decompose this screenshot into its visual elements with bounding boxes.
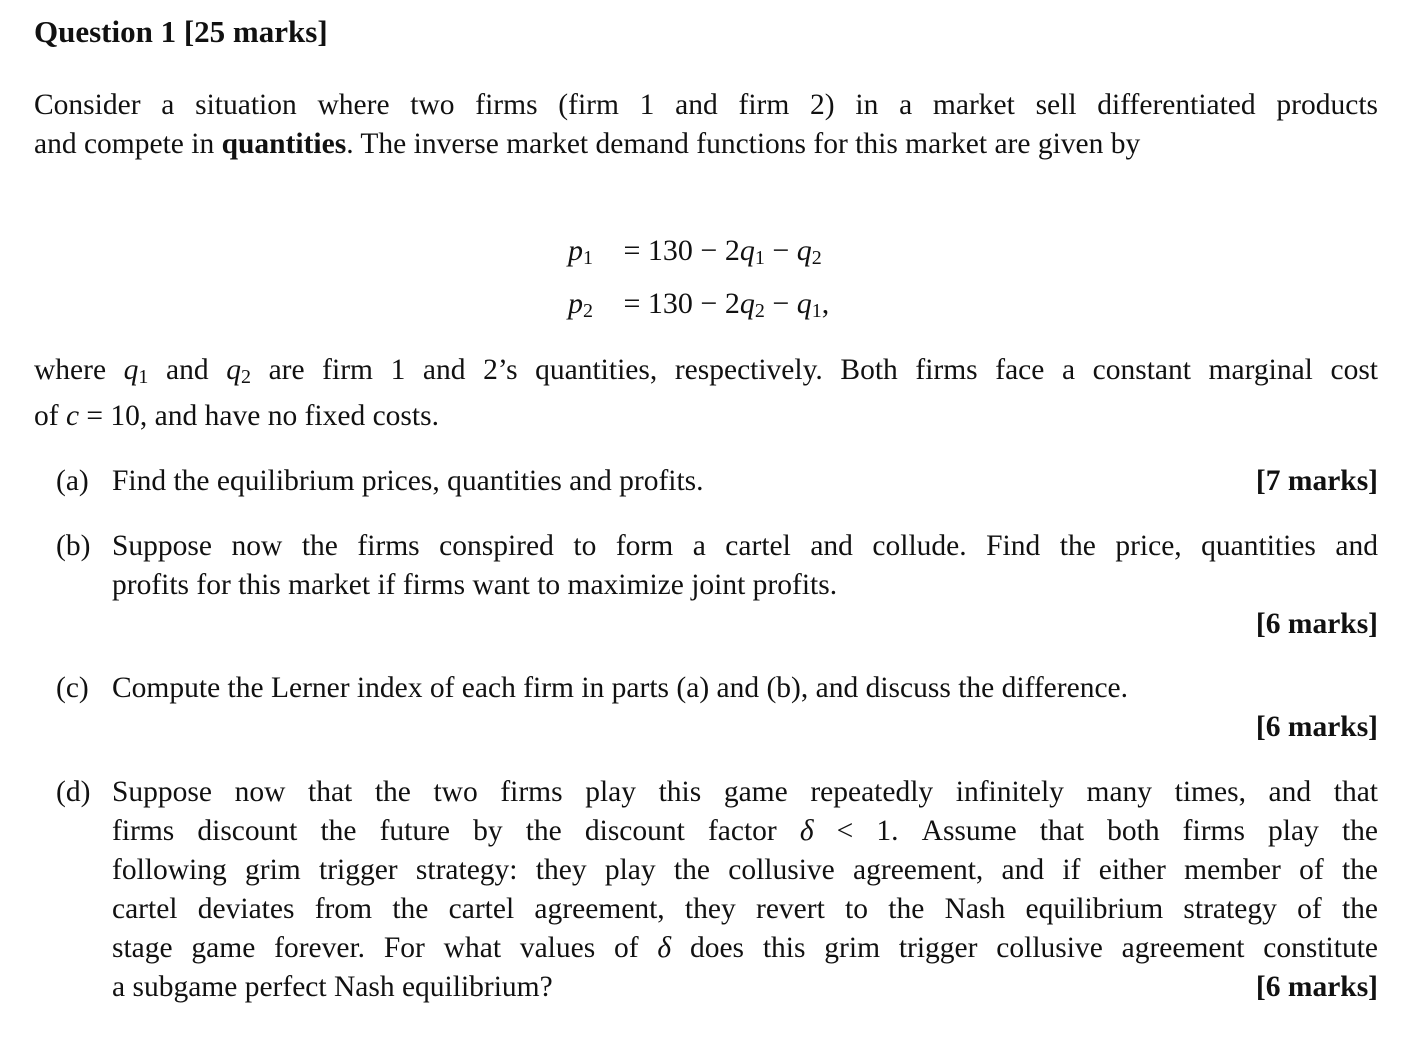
part-d-line-5b: does this grim trigger collusive agreement constitute — [671, 932, 1378, 964]
eq2-constant: = 130 − 2 — [616, 287, 740, 320]
where-q1-var: q — [123, 354, 139, 386]
part-c — [56, 669, 1378, 743]
delta-symbol-2: δ — [657, 932, 672, 964]
eq1-q-var-b: q — [796, 234, 812, 267]
where-q2-var: q — [226, 354, 241, 386]
part-b-label: (b) — [56, 530, 91, 562]
eq1-q-sub-a: 1 — [754, 247, 765, 269]
question-title: Question 1 — [34, 14, 177, 49]
where-cost-var: c — [65, 400, 80, 432]
eq2-price-var: p — [568, 287, 583, 320]
where-paragraph — [34, 351, 1378, 436]
demand-equation-1 — [568, 228, 829, 281]
intro-line-2-pre: and compete in — [34, 128, 222, 160]
eq1-q-var-a: q — [739, 234, 755, 267]
part-b-line-1: Suppose now the firms conspired to form a cartel and collude. Find the price, quantities and — [112, 530, 1378, 562]
delta-symbol: δ — [799, 815, 814, 847]
part-a-text: Find the equilibrium prices, quantities and profits. — [112, 465, 704, 497]
where-text-2: and — [148, 354, 227, 386]
intro-keyword-quantities: quantities — [221, 128, 347, 160]
eq1-price-sub: 1 — [583, 247, 593, 269]
eq2-q-sub-a: 2 — [754, 300, 765, 322]
eq2-q-var-a: q — [739, 287, 755, 320]
demand-equation-2 — [568, 281, 829, 334]
where-text-3: are firm 1 and 2’s quantities, respectively. Both firms face a constant marginal cost — [250, 354, 1378, 386]
where-text-4: of — [34, 400, 66, 432]
eq1-q-sub-b: 2 — [811, 247, 822, 269]
part-d — [56, 773, 1378, 1007]
part-b — [56, 527, 1378, 640]
part-b-line-2: profits for this market if firms want to maximize joint profits. — [112, 569, 838, 601]
document-page — [34, 0, 1378, 1044]
part-d-label: (d) — [56, 776, 91, 808]
part-b-marks: [6 marks] — [1255, 608, 1378, 640]
question-total-marks: [25 marks] — [183, 14, 328, 49]
where-q1-sub: 1 — [138, 366, 149, 388]
eq1-constant: = 130 − 2 — [616, 234, 740, 267]
part-d-line-2 — [112, 812, 1378, 851]
eq1-price-var: p — [568, 234, 583, 267]
part-d-line-2a: firms discount the future by the discount factor — [112, 815, 800, 847]
question-heading — [34, 14, 328, 50]
eq2-end: , — [821, 287, 830, 320]
where-q2-sub: 2 — [240, 366, 251, 388]
eq2-q-var-b: q — [796, 287, 812, 320]
part-c-text: Compute the Lerner index of each firm in parts (a) and (b), and discuss the difference. — [112, 672, 1129, 704]
eq1-minus: − — [764, 234, 797, 267]
part-d-line-4: cartel deviates from the cartel agreement, they revert to the Nash equilibrium strategy of the — [112, 893, 1378, 925]
where-text-1: where — [34, 354, 124, 386]
intro-line-2-post: . The inverse market demand functions for this market are given by — [346, 128, 1141, 160]
demand-equations — [568, 228, 829, 334]
part-d-line-5 — [112, 929, 1378, 968]
part-c-marks: [6 marks] — [1255, 711, 1378, 743]
intro-paragraph — [34, 86, 1378, 164]
part-d-marks: [6 marks] — [1255, 971, 1378, 1003]
part-c-label: (c) — [56, 672, 89, 704]
part-a-label: (a) — [56, 465, 89, 497]
where-line-1 — [34, 351, 1378, 397]
part-d-line-2b: < 1. Assume that both firms play the — [813, 815, 1378, 847]
part-d-line-1: Suppose now that the two firms play this game repeatedly infinitely many times, and that — [112, 776, 1378, 808]
eq2-price-sub: 2 — [583, 300, 593, 322]
part-a — [56, 462, 1378, 501]
part-d-line-5a: stage game forever. For what values of — [112, 932, 658, 964]
part-d-line-3: following grim trigger strategy: they play the collusive agreement, and if either member of the — [112, 854, 1378, 886]
eq2-q-sub-b: 1 — [811, 300, 822, 322]
eq2-minus: − — [764, 287, 797, 320]
intro-line-1: Consider a situation where two firms (firm 1 and firm 2) in a market sell differentiated products — [34, 89, 1378, 121]
part-d-line-6: a subgame perfect Nash equilibrium? — [112, 971, 553, 1003]
part-a-marks: [7 marks] — [1255, 465, 1378, 497]
where-text-5: = 10, and have no fixed costs. — [79, 400, 439, 432]
